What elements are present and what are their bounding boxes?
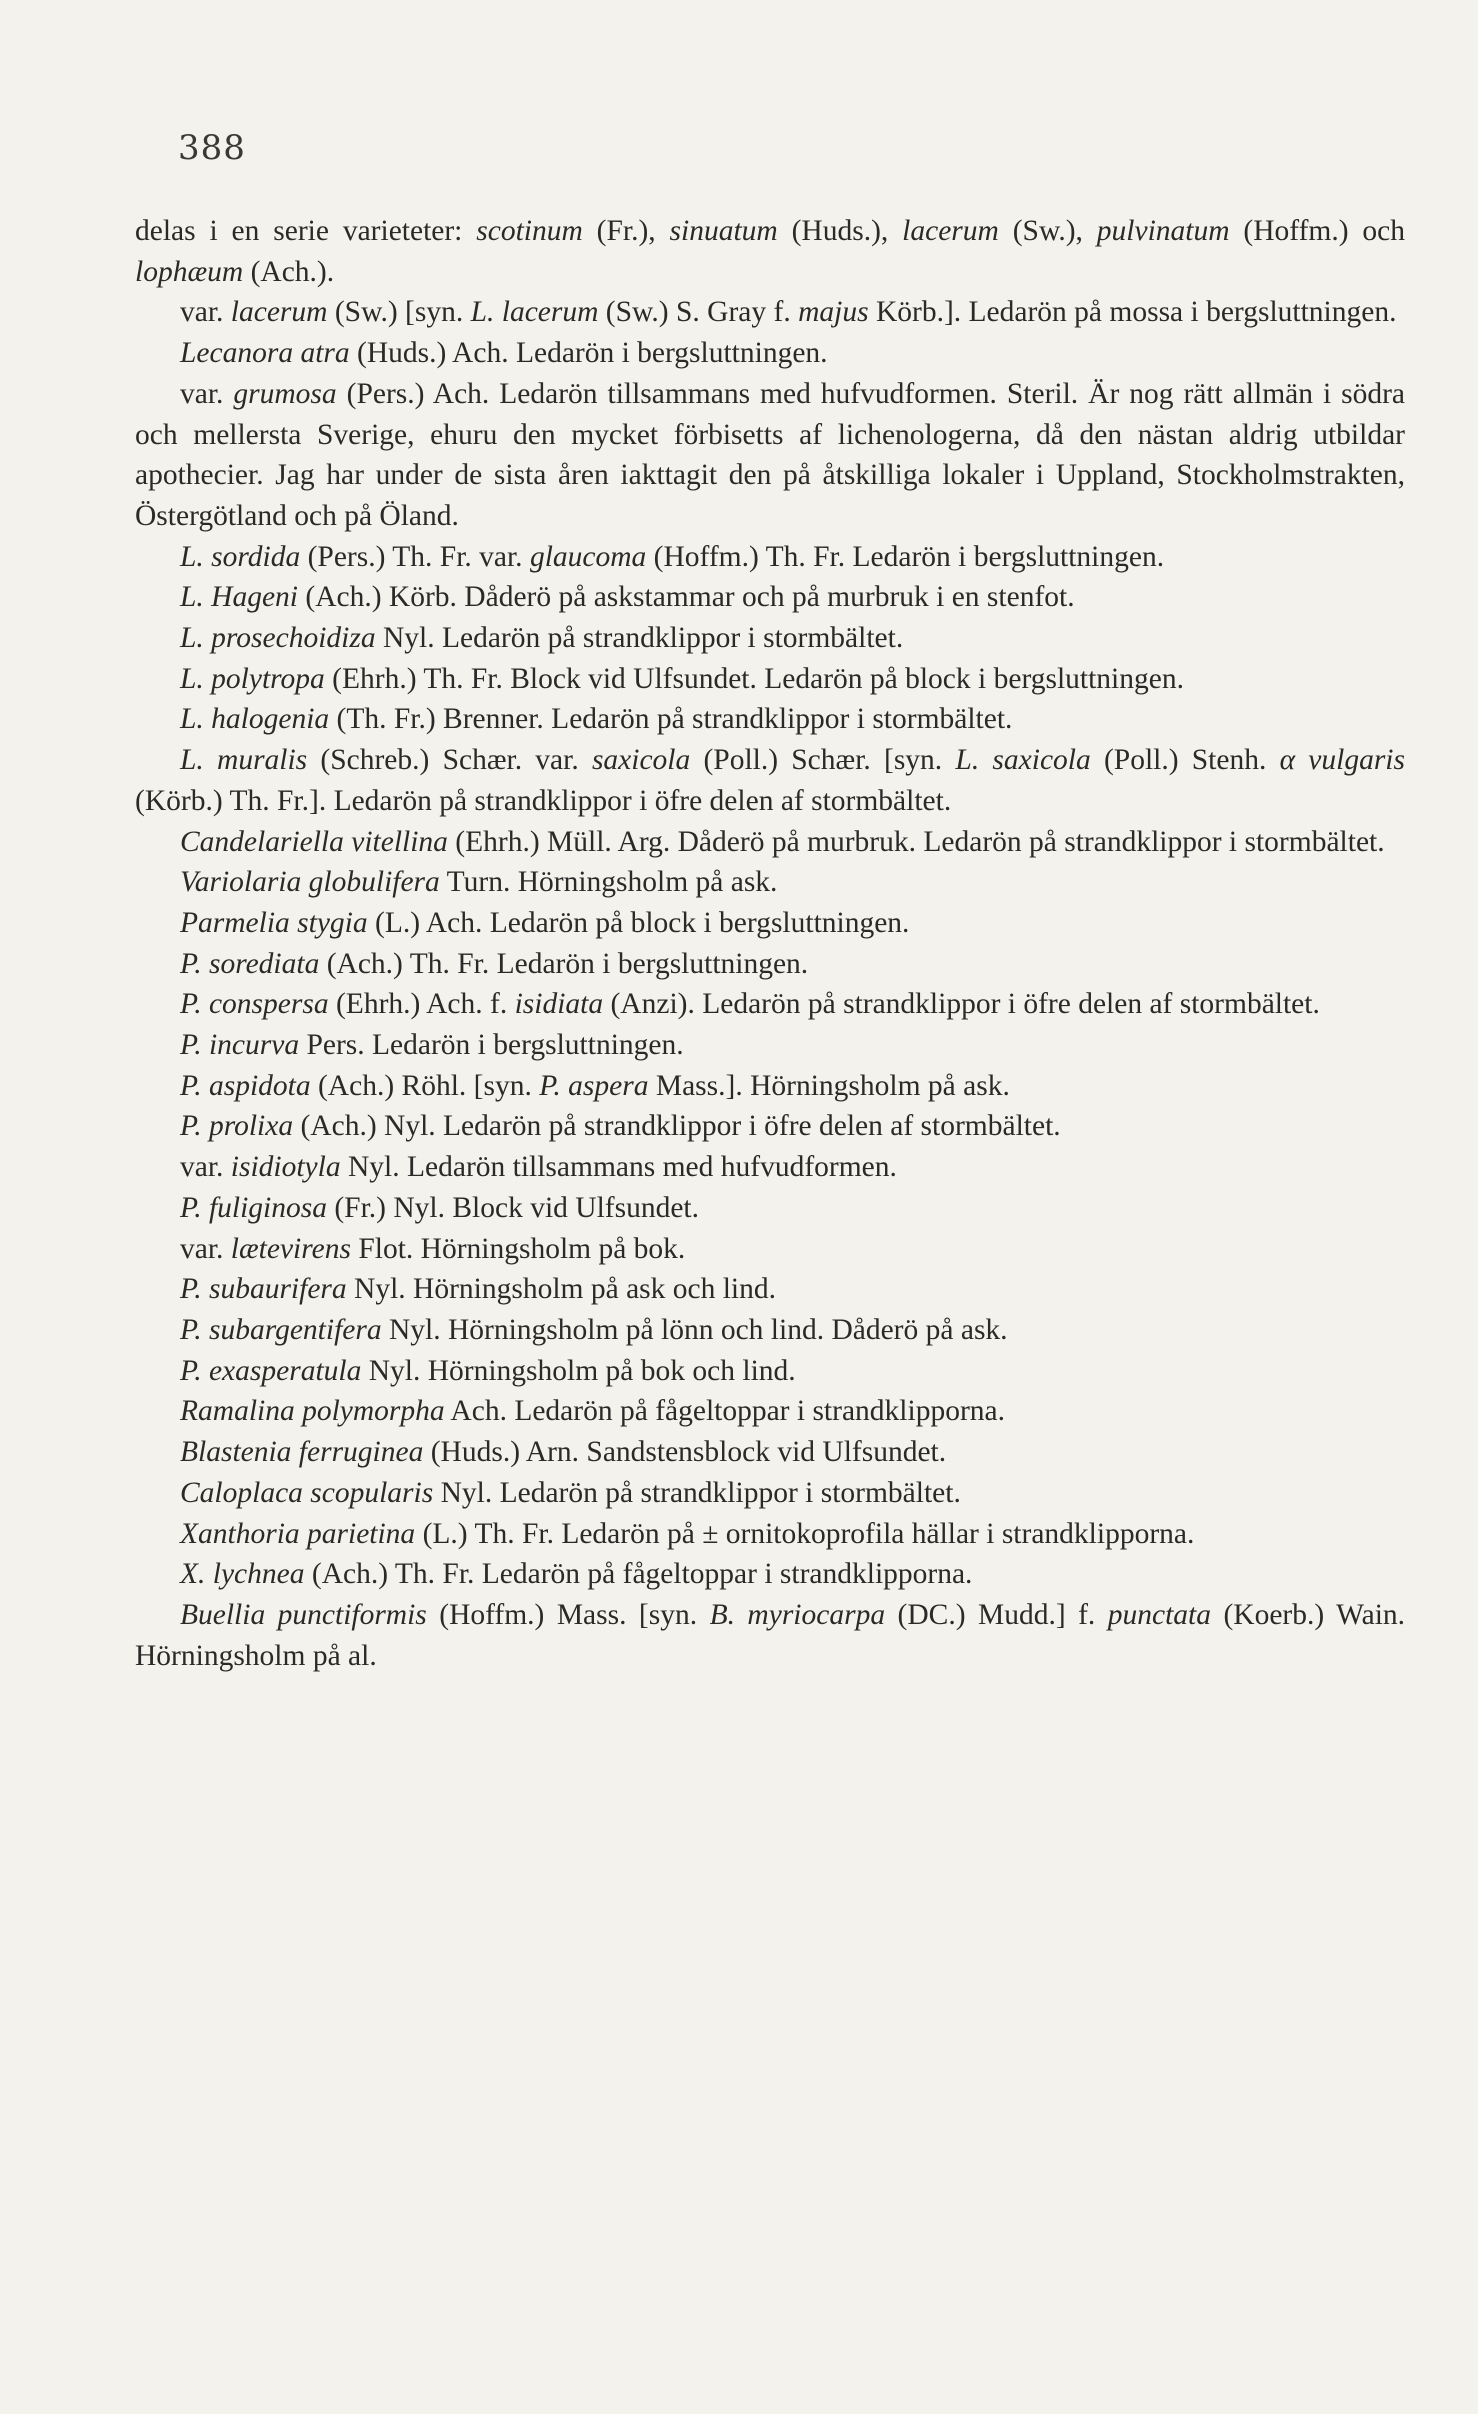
paragraph	[135, 944, 1405, 985]
paragraph	[135, 1391, 1405, 1432]
italic-run: lætevirens	[230, 1232, 351, 1265]
paragraph	[135, 374, 1405, 537]
text-run: (L.) Th. Fr. Ledarön på ± ornitokoprofila hällar i strandklipporna.	[415, 1517, 1195, 1550]
paragraph	[135, 577, 1405, 618]
text-run: var.	[180, 1151, 231, 1184]
paragraph	[135, 862, 1405, 903]
text-run: (Sw.) S. Gray f.	[598, 296, 799, 329]
text-run: Turn. Hörningsholm på ask.	[439, 866, 778, 899]
paragraph	[135, 1188, 1405, 1229]
text-run: (Huds.) Arn. Sandstensblock vid Ulfsundet.	[423, 1436, 947, 1469]
paragraph	[135, 1351, 1405, 1392]
italic-run: lacerum	[902, 215, 999, 247]
text-run: (Schreb.) Schær. var.	[307, 744, 592, 777]
italic-run: P. exasperatula	[180, 1354, 362, 1387]
italic-run: L. polytropa	[180, 662, 325, 695]
paragraph	[135, 333, 1405, 374]
text-run: Ach. Ledarön på fågeltoppar i strandklipporna.	[444, 1395, 1005, 1428]
paragraph	[135, 1310, 1405, 1351]
text-run: (Fr.),	[582, 215, 670, 247]
paragraph	[135, 1066, 1405, 1107]
paragraph	[135, 1106, 1405, 1147]
italic-run: isidiata	[514, 988, 604, 1021]
paragraph	[135, 1147, 1405, 1188]
italic-run: P. aspera	[539, 1069, 649, 1102]
italic-run: L. saxicola	[955, 744, 1091, 777]
italic-run: saxicola	[591, 744, 691, 777]
paragraph	[135, 1554, 1405, 1595]
italic-run: lophæum	[135, 255, 244, 288]
page-number: 388	[178, 128, 246, 168]
text-run: Pers. Ledarön i bergsluttningen.	[299, 1029, 684, 1062]
text-run: Nyl. Hörningsholm på ask och lind.	[346, 1273, 777, 1306]
text-run: (Ach.) Th. Fr. Ledarön på fågeltoppar i strandklipporna.	[304, 1558, 973, 1591]
text-run: Nyl. Ledarön på strandklippor i stormbältet.	[433, 1476, 961, 1509]
text-run: delas i en serie varieteter:	[135, 215, 477, 247]
italic-run: P. fuliginosa	[180, 1191, 327, 1224]
italic-run: L. Hageni	[180, 581, 298, 614]
text-run: (Sw.) [syn.	[327, 296, 471, 329]
text-run: var.	[180, 377, 234, 410]
italic-run: Caloplaca scopularis	[180, 1476, 434, 1509]
italic-run: P. aspidota	[180, 1069, 311, 1102]
paragraph	[135, 699, 1405, 740]
text-run: (L.) Ach. Ledarön på block i bergsluttningen.	[367, 906, 910, 939]
italic-run: P. incurva	[180, 1029, 300, 1062]
text-run: (Hoffm.) Mass. [syn.	[426, 1598, 710, 1631]
paragraph	[135, 537, 1405, 578]
paragraph	[135, 903, 1405, 944]
text-run: Nyl. Ledarön tillsammans med hufvudformen.	[340, 1151, 897, 1184]
text-run: (Ach.) Th. Fr. Ledarön i bergsluttningen.	[319, 947, 809, 980]
paragraph	[135, 211, 1405, 292]
italic-run: scotinum	[476, 215, 583, 247]
paragraph	[135, 740, 1405, 821]
italic-run: Candelariella vitellina	[180, 825, 448, 858]
text-run: Mass.]. Hörningsholm på ask.	[648, 1069, 1010, 1102]
italic-run: lacerum	[230, 296, 328, 329]
text-run: Nyl. Hörningsholm på bok och lind.	[361, 1354, 796, 1387]
italic-run: L. lacerum	[470, 296, 599, 329]
paragraph	[135, 1595, 1405, 1676]
text-run: (Ehrh.) Müll. Arg. Dåderö på murbruk. Ledarön på strandklippor i stormbältet.	[447, 825, 1385, 858]
text-run: (Ach.) Röhl. [syn.	[310, 1069, 540, 1102]
text-run: var.	[180, 1232, 231, 1265]
text-run: (Fr.) Nyl. Block vid Ulfsundet.	[326, 1191, 699, 1224]
italic-run: B. myriocarpa	[709, 1598, 886, 1631]
text-run: (Anzi). Ledarön på strandklippor i öfre delen af stormbältet.	[603, 988, 1320, 1021]
italic-run: glaucoma	[529, 540, 647, 573]
text-run: (Huds.) Ach. Ledarön i bergsluttningen.	[349, 337, 828, 370]
text-run: Nyl. Ledarön på strandklippor i stormbältet.	[375, 622, 904, 655]
italic-run: punctata	[1107, 1598, 1212, 1631]
text-run: Flot. Hörningsholm på bok.	[350, 1232, 686, 1265]
italic-run: Blastenia ferruginea	[180, 1436, 424, 1469]
text-run: (Huds.),	[777, 215, 903, 247]
italic-run: P. subargentifera	[180, 1313, 382, 1346]
text-run: (Hoffm.) Th. Fr. Ledarön i bergsluttningen.	[646, 540, 1165, 573]
text-run: (Pers.) Ach. Ledarön tillsammans med hufvudformen. Steril. Är nog rätt allmän i södra och mellersta Sverige, ehuru den mycket förbisetts af lichenologerna, då den nästan aldrig utbildar apothecier. Jag har under de sista åren iakttagit den på åtskilliga lokaler i Uppland, Stockholmstrakten, Östergötland och på Öland.	[135, 377, 1406, 532]
italic-run: Parmelia stygia	[180, 906, 368, 939]
paragraph	[135, 1473, 1405, 1514]
italic-run: Variolaria globulifera	[180, 866, 440, 899]
paragraph	[135, 292, 1405, 333]
italic-run: Ramalina polymorpha	[180, 1395, 445, 1428]
italic-run: X. lychnea	[180, 1558, 305, 1591]
text-run: (Hoffm.) och	[1229, 215, 1406, 247]
text-run: (Poll.) Stenh.	[1090, 744, 1280, 777]
text-run: (Th. Fr.) Brenner. Ledarön på strandklippor i stormbältet.	[329, 703, 1013, 736]
text-run: (Ach.) Nyl. Ledarön på strandklippor i öfre delen af stormbältet.	[293, 1110, 1061, 1143]
italic-run: Xanthoria parietina	[180, 1517, 416, 1550]
italic-run: P. prolixa	[180, 1110, 294, 1143]
italic-run: pulvinatum	[1096, 215, 1230, 247]
text-run: (Ach.).	[243, 255, 335, 288]
text-run: (Ehrh.) Ach. f.	[328, 988, 515, 1021]
italic-run: sinuatum	[669, 215, 778, 247]
text-run: (Poll.) Schær. [syn.	[690, 744, 956, 777]
text-run: Nyl. Hörningsholm på lönn och lind. Dåderö på ask.	[381, 1313, 1008, 1346]
italic-run: majus	[798, 296, 869, 329]
paragraph	[135, 618, 1405, 659]
text-body	[135, 211, 1405, 1676]
text-run: (Ehrh.) Th. Fr. Block vid Ulfsundet. Ledarön på block i bergsluttningen.	[324, 662, 1184, 695]
text-run: (Sw.),	[998, 215, 1097, 247]
italic-run: Buellia punctiformis	[180, 1598, 427, 1631]
italic-run: grumosa	[233, 377, 337, 410]
paragraph	[135, 1514, 1405, 1555]
text-run: (Koerb.) Wain. Hörningsholm på al.	[135, 1598, 1406, 1672]
text-run: (Ach.) Körb. Dåderö på askstammar och på murbruk i en stenfot.	[298, 581, 1075, 614]
paragraph	[135, 984, 1405, 1025]
paragraph	[135, 1025, 1405, 1066]
italic-run: L. sordida	[180, 540, 301, 573]
text-run: (DC.) Mudd.] f.	[885, 1598, 1108, 1631]
italic-run: P. subaurifera	[180, 1273, 347, 1306]
italic-run: isidiotyla	[230, 1151, 341, 1184]
text-run: Körb.]. Ledarön på mossa i bergsluttningen.	[868, 296, 1397, 329]
italic-run: L. muralis	[180, 744, 308, 777]
paragraph	[135, 1269, 1405, 1310]
italic-run: P. sorediata	[180, 947, 320, 980]
text-run: (Pers.) Th. Fr. var.	[300, 540, 530, 573]
italic-run: L. halogenia	[180, 703, 330, 736]
paragraph	[135, 659, 1405, 700]
paragraph	[135, 1229, 1405, 1270]
text-run: (Körb.) Th. Fr.]. Ledarön på strandklippor i öfre delen af stormbältet.	[135, 784, 952, 817]
paragraph	[135, 1432, 1405, 1473]
italic-run: P. conspersa	[180, 988, 329, 1021]
italic-run: Lecanora atra	[180, 337, 350, 370]
text-run: var.	[180, 296, 231, 329]
paragraph	[135, 822, 1405, 863]
italic-run: α vulgaris	[1279, 744, 1405, 777]
italic-run: L. prosechoidiza	[180, 622, 376, 655]
